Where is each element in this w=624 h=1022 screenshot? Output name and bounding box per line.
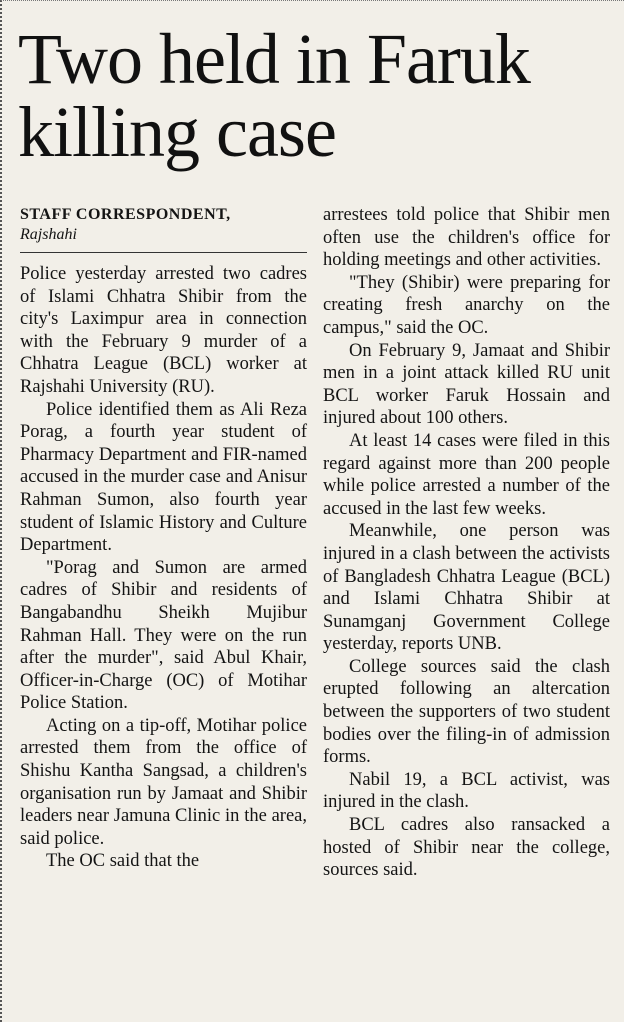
paragraph: BCL cadres also ransacked a hosted of Shibir near the college, sources said.: [323, 815, 610, 881]
byline-author: STAFF CORRESPONDENT,: [20, 206, 231, 223]
byline-location: Rajshahi: [20, 226, 77, 243]
paragraph: "They (Shibir) were preparing for creating fresh anarchy on the campus," said the OC.: [323, 272, 610, 338]
paragraph: Nabil 19, a BCL activist, was injured in the clash.: [323, 769, 610, 813]
paragraph: Acting on a tip-off, Motihar police arrested them from the office of Shishu Kantha Sangsad, a children's organisation run by Jamaat and Shibir leaders near Jamuna Clinic in the area, said police.: [20, 715, 307, 849]
byline-divider: [20, 252, 307, 253]
paragraph: The OC said that the: [46, 851, 200, 872]
headline: Two held in Faruk killing case: [18, 19, 530, 172]
paragraph: College sources said the clash erupted following an altercation between the supporters of two student bodies over the filing-in of admission forms.: [323, 656, 610, 768]
paragraph: Police yesterday arrested two cadres of Islami Chhatra Shibir from the city's Laximpur area in connection with the February 9 murder of a Chhatra League (BCL) worker at Rajshahi University (RU).: [20, 264, 307, 397]
article-column-1: [20, 204, 307, 873]
article-column-2: [323, 204, 610, 882]
paragraph: "Porag and Sumon are armed cadres of Shibir and residents of Bangabandhu Sheikh Mujibur Rahman Hall. They were on the run after the murder", said Abul Khair, Officer-in-Charge (OC) of Motihar Police Station.: [20, 557, 307, 714]
paragraph: At least 14 cases were filed in this regard against more than 200 people while police arrested a number of the accused in the last few weeks.: [323, 430, 610, 519]
paragraph: Police identified them as Ali Reza Porag, a fourth year student of Pharmacy Department and FIR-named accused in the murder case and Anisur Rahman Sumon, also fourth year student of Islamic History and Culture Department.: [20, 399, 307, 556]
paragraph: On February 9, Jamaat and Shibir men in a joint attack killed RU unit BCL worker Faruk Hossain and injured about 100 others.: [323, 340, 610, 429]
paragraph: Meanwhile, one person was injured in a clash between the activists of Bangladesh Chhatra League (BCL) and Islami Chhatra Shibir at Sunamganj Government College yesterday, reports UNB.: [323, 521, 610, 655]
paragraph: arrestees told police that Shibir men often use the children's office for holding meetings and other activities.: [323, 205, 610, 271]
